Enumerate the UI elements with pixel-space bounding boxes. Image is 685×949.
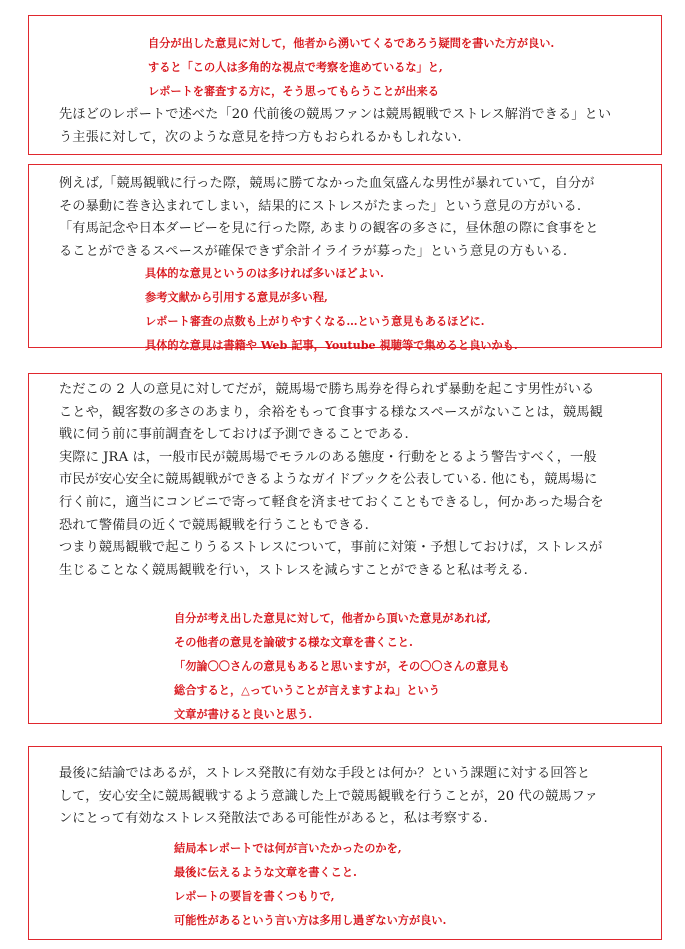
comment-line: レポートを審査する方に，そう思ってもらうことが出来る <box>148 84 439 98</box>
body-line: ンにとって有効なストレス発散法である可能性があると，私は考察する. <box>59 811 488 827</box>
comment-line: 参考文献から引用する意見が多い程, <box>145 290 328 304</box>
body-line: 例えば,「競馬観戦に行った際，競馬に勝てなかった血気盛んな男性が暴れていて，自分が <box>59 176 595 191</box>
body-line: ただこの 2 人の意見に対してだが，競馬場で勝ち馬券を得られず暴動を起こす男性がいる <box>59 382 595 397</box>
section-3-box <box>28 373 662 724</box>
comment-line: 具体的な意見というのは多ければ多いほどよい. <box>145 266 384 280</box>
comment-line: その他者の意見を論破する様な文章を書くこと. <box>174 635 413 649</box>
body-line: 市民が安心安全に競馬観戦ができるようなガイドブックを公表している. 他にも，競馬場に <box>59 472 598 488</box>
section-1-box <box>28 15 662 155</box>
body-line: 実際に JRA は，一般市民が競馬場でモラルのある態度・行動をとるよう警告すべく，一般 <box>59 449 597 465</box>
comment-line: 総合すると，△っていうことが言えますよね」という <box>174 683 440 697</box>
body-line: つまり競馬観戦で起こりうるストレスについて，事前に対策・予想しておけば，ストレスが <box>59 540 603 556</box>
comment-line: レポートの要旨を書くつもりで, <box>174 889 335 903</box>
section-2-box <box>28 164 662 352</box>
comment-line: 最後に伝えるような文章を書くこと. <box>174 865 357 879</box>
comment-line: すると「この人は多角的な視点で考察を進めているな」と, <box>148 60 443 74</box>
body-line: 恐れて警備員の近くで競馬観戦を行うこともできる. <box>59 517 369 533</box>
body-line: ることができるスペースが確保できず余計イライラが募った」という意見の方もいる. <box>59 243 568 259</box>
comment-line: 「勿論〇〇さんの意見もあると思いますが，その〇〇さんの意見も <box>174 659 510 673</box>
section-2-comment <box>145 261 518 357</box>
body-line: 最後に結論ではあるが，ストレス発散に有効な手段とは何か？という課題に対する回答と <box>59 766 591 781</box>
section-4-comment <box>174 836 446 932</box>
body-line: 生じることなく競馬観戦を行い，ストレスを減らすことができると私は考える. <box>59 562 528 578</box>
body-line: ことや，観客数の多さのあまり，余裕をもって食事する様なスペースがないことは，競馬観 <box>59 404 603 420</box>
comment-line: 可能性があるという言い方は多用し過ぎない方が良い. <box>174 913 447 927</box>
comment-line: 結局本レポートでは何が言いたかったのかを, <box>174 841 402 855</box>
body-line: う主張に対して，次のような意見を持つ方もおられるかもしれない. <box>59 129 462 145</box>
body-line: 先ほどのレポートで述べた「20 代前後の競馬ファンは競馬観戦でストレス解消できる」とい <box>59 107 612 122</box>
body-line: その暴動に巻き込まれてしまい，結果的にストレスがたまった」という意見の方がいる. <box>59 198 582 214</box>
body-line: 「有馬記念や日本ダービーを見に行った際, あまりの観客の多さに，昼休憩の際に食事をと <box>59 221 599 237</box>
section-3-comment <box>174 606 510 726</box>
body-line: して，安心安全に競馬観戦するよう意識した上で競馬観戦を行うことが，20 代の競馬ファ <box>59 788 598 804</box>
section-4-box <box>28 746 662 940</box>
section-1-comment <box>148 31 554 103</box>
section-2-body <box>59 173 599 263</box>
comment-line: 自分が考え出した意見に対して，他者から頂いた意見があれば, <box>174 611 491 625</box>
comment-line: 自分が出した意見に対して，他者から湧いてくるであろう疑問を書いた方が良い. <box>148 36 555 50</box>
comment-line: 文章が書けると良いと思う. <box>174 707 313 721</box>
comment-line: 具体的な意見は書籍や Web 記事，Youtube 視聴等で集めると良いかも. <box>145 338 518 352</box>
section-4-body <box>59 763 598 831</box>
section-3-body <box>59 379 604 582</box>
section-1-body <box>59 104 611 149</box>
body-line: 戦に伺う前に事前調査をしておけば予測できることである. <box>59 427 409 443</box>
comment-line: レポート審査の点数も上がりやすくなる…という意見もあるほどに. <box>145 314 485 328</box>
body-line: 行く前に，適当にコンビニで寄って軽食を済ませておくこともできるし，何かあった場合を <box>59 494 604 510</box>
